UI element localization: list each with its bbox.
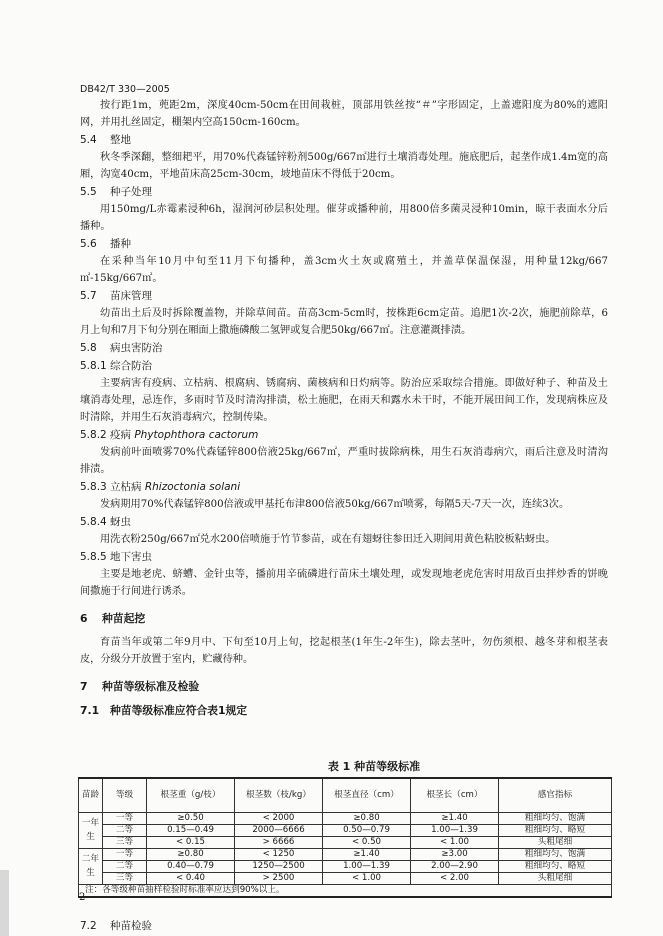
section-title: 种苗等级标准应符合表1规定 xyxy=(110,704,248,717)
table-cell: < 0.50 xyxy=(323,836,411,848)
table-cell: 2000—6666 xyxy=(235,824,323,836)
section-paragraph: 在采种当年10月中旬至11月下旬播种，盖3cm火土灰或腐殖土，并盖草保温保湿，用种量12kg/667㎡-15kg/667㎡。 xyxy=(80,256,608,284)
section-paragraph: 育苗当年或第二年9月中、下旬至10月上旬，挖起根茎(1年生-2年生)，除去茎叶，勿伤须根、越冬芽和根茎表皮，分级分开放置于室内，贮藏待种。 xyxy=(80,637,608,665)
table-row xyxy=(79,812,612,824)
table-cell: < 2000 xyxy=(235,812,323,824)
table-cell: < 0.40 xyxy=(147,872,235,884)
section-title: 种苗检验 xyxy=(110,919,152,932)
section-number: 5.8.1 xyxy=(80,360,107,372)
section-number: 6 xyxy=(80,612,88,625)
column-header: 根茎直径（cm） xyxy=(323,778,411,812)
table-cell: 头粗尾细 xyxy=(499,836,612,848)
table-cell: 1.00—1.39 xyxy=(411,824,499,836)
page-number: 2 xyxy=(79,892,86,903)
section-title: 蚜虫 xyxy=(110,516,131,528)
table-header-row xyxy=(79,778,612,812)
table-cell: < 2.00 xyxy=(411,872,499,884)
section-number: 5.7 xyxy=(80,290,97,302)
table-cell: 粗细均匀、饱满 xyxy=(499,812,612,824)
section-5-8-3 xyxy=(80,479,608,513)
table-cell: 粗细均匀、略短 xyxy=(499,824,612,836)
section-5-8-4 xyxy=(80,514,608,548)
section-number: 5.8.5 xyxy=(80,551,107,563)
scan-edge xyxy=(0,870,9,936)
latin-name: Phytophthora cactorum xyxy=(134,429,259,441)
section-title: 整地 xyxy=(110,134,131,146)
column-header: 苗龄 xyxy=(79,778,103,812)
document-id: DB42/T 330—2005 xyxy=(80,84,170,95)
section-5-8-2 xyxy=(80,427,608,478)
table-cell: ≥1.40 xyxy=(323,848,411,860)
seedling-grade-table xyxy=(78,777,612,898)
table-cell: 0.15—0.49 xyxy=(147,824,235,836)
table-cell: 一等 xyxy=(103,848,147,860)
table-cell: 头粗尾细 xyxy=(499,872,612,884)
section-5-5 xyxy=(80,184,608,235)
section-paragraph: 主要是地老虎、蛴螬、金针虫等，播前用辛硫磷进行苗床土壤处理，或发现地老虎危害时用敌百虫拌炒香的饼晚间撒施于行间进行诱杀。 xyxy=(80,569,608,597)
section-number: 5.5 xyxy=(80,186,97,198)
column-header: 根茎长（cm） xyxy=(411,778,499,812)
section-title: 综合防治 xyxy=(110,360,152,372)
section-paragraph: 发病前叶面喷雾70%代森锰锌800倍液25kg/667㎡，严重时拔除病株，用生石灰消毒病穴，雨后注意及时清沟排渍。 xyxy=(80,447,608,475)
section-5-8 xyxy=(80,340,608,357)
section-number: 5.8.3 xyxy=(80,481,107,493)
section-7-2 xyxy=(80,918,608,935)
section-number: 5.4 xyxy=(80,134,97,146)
column-header: 等级 xyxy=(103,778,147,812)
table-cell: ≥3.00 xyxy=(411,848,499,860)
section-paragraph: 主要病害有疫病、立枯病、根腐病、锈腐病、菌核病和日灼病等。防治应采取综合措施。即做好种子、种苗及土壤消毒处理，忌连作，多雨时节及时清沟排渍，松土施肥，在雨天和露水未干时，不能开展田间工作，发现病株应及时清除，并用生石灰消毒病穴，控制传染。 xyxy=(80,378,608,423)
section-title: 苗床管理 xyxy=(110,290,152,302)
table-cell: 二等 xyxy=(103,860,147,872)
section-5-6 xyxy=(80,236,608,287)
table-row xyxy=(79,872,612,884)
table-cell: 0.50—0.79 xyxy=(323,824,411,836)
section-title: 地下害虫 xyxy=(110,551,152,563)
section-title: 种苗起挖 xyxy=(102,612,146,625)
table-cell: ≥0.50 xyxy=(147,812,235,824)
section-number: 5.8 xyxy=(80,342,97,354)
table-note-row xyxy=(79,884,612,897)
table-cell: 一等 xyxy=(103,812,147,824)
section-title: 播种 xyxy=(110,238,131,250)
table-cell: 二等 xyxy=(103,824,147,836)
table-cell: 1250—2500 xyxy=(235,860,323,872)
table-row xyxy=(79,824,612,836)
latin-name: Rhizoctonia solani xyxy=(144,481,241,493)
section-5-7 xyxy=(80,288,608,339)
section-6 xyxy=(80,610,608,668)
section-number: 7.2 xyxy=(80,919,97,932)
section-7 xyxy=(80,678,608,720)
table-cell: ≥0.80 xyxy=(323,812,411,824)
section-number: 5.8.4 xyxy=(80,516,107,528)
table-row xyxy=(79,836,612,848)
section-paragraph: 秋冬季深翻，整细耙平，用70%代森锰锌粉剂500g/667㎡进行土壤消毒处理。施底肥后，起垄作成1.4m宽的高厢，沟宽40cm，平地苗床高25cm-30cm，坡地苗床不得低于20cm。 xyxy=(80,152,608,180)
section-5-4 xyxy=(80,132,608,183)
section-title: 立枯病 xyxy=(110,481,142,493)
main-content xyxy=(80,97,608,935)
section-5-8-5 xyxy=(80,549,608,600)
section-number: 7 xyxy=(80,680,88,693)
section-paragraph: 用150mg/L赤霉素浸种6h，湿润河砂层积处理。催芽或播种前，用800倍多菌灵浸种10min，晾干表面水分后播种。 xyxy=(80,204,608,232)
table-cell: 1.00—1.39 xyxy=(323,860,411,872)
column-header: 感官指标 xyxy=(499,778,612,812)
table-cell: < 0.15 xyxy=(147,836,235,848)
table-note: 注：各等级种苗抽样检验时标准率应达到90%以上。 xyxy=(79,884,612,897)
table-cell: 三等 xyxy=(103,872,147,884)
table-cell: < 1.00 xyxy=(411,836,499,848)
section-title: 疫病 xyxy=(110,429,131,441)
section-number: 7.1 xyxy=(80,704,100,717)
table-row xyxy=(79,848,612,860)
table-cell: < 1250 xyxy=(235,848,323,860)
table-cell: ≥0.80 xyxy=(147,848,235,860)
section-title: 种苗等级标准及检验 xyxy=(102,680,200,693)
section-paragraph: 幼苗出土后及时拆除覆盖物，并除草间苗。苗高3cm-5cm时，按株距6cm定苗。追肥1次-2次，施肥前除草，6月上旬和7月下旬分别在厢面上撒施磷酸二氢钾或复合肥50kg/667㎡。注意灌溉排渍。 xyxy=(80,308,608,336)
section-paragraph: 用洗衣粉250g/667㎡兑水200倍喷施于竹节参苗，或在有翅蚜往参田迁入期间用黄色粘胶板粘蚜虫。 xyxy=(100,534,556,545)
section-number: 5.6 xyxy=(80,238,97,250)
table-cell: ≥1.40 xyxy=(411,812,499,824)
age-cell: 一年生 xyxy=(79,812,103,848)
table-cell: > 6666 xyxy=(235,836,323,848)
table-cell: 2.00—2.90 xyxy=(411,860,499,872)
table-cell: 0.40—0.79 xyxy=(147,860,235,872)
table-cell: > 2500 xyxy=(235,872,323,884)
age-cell: 二年生 xyxy=(79,848,103,884)
section-5-8-1 xyxy=(80,358,608,426)
table-cell: 三等 xyxy=(103,836,147,848)
table-row xyxy=(79,860,612,872)
table-cell: 粗细均匀、饱满 xyxy=(499,848,612,860)
column-header: 根茎重（g/枝） xyxy=(147,778,235,812)
table-cell: 粗细均匀、略短 xyxy=(499,860,612,872)
intro-paragraph: 按行距1m，蔸距2m，深度40cm-50cm在田间栽桩，顶部用铁丝按“＃”字形固定，上盖遮阳度为80%的遮阳网，并用扎丝固定，棚架内空高150cm-160cm。 xyxy=(80,100,608,128)
table-cell: < 1.00 xyxy=(323,872,411,884)
column-header: 根茎数（枝/kg） xyxy=(235,778,323,812)
section-title: 种子处理 xyxy=(110,186,152,198)
section-number: 5.8.2 xyxy=(80,429,107,441)
section-paragraph: 发病期用70%代森锰锌800倍液或甲基托布津800倍液50kg/667㎡喷雾，每隔5天-7天一次，连续3次。 xyxy=(100,499,570,510)
table-caption: 表 1 种苗等级标准 xyxy=(327,760,421,773)
section-title: 病虫害防治 xyxy=(110,342,163,354)
